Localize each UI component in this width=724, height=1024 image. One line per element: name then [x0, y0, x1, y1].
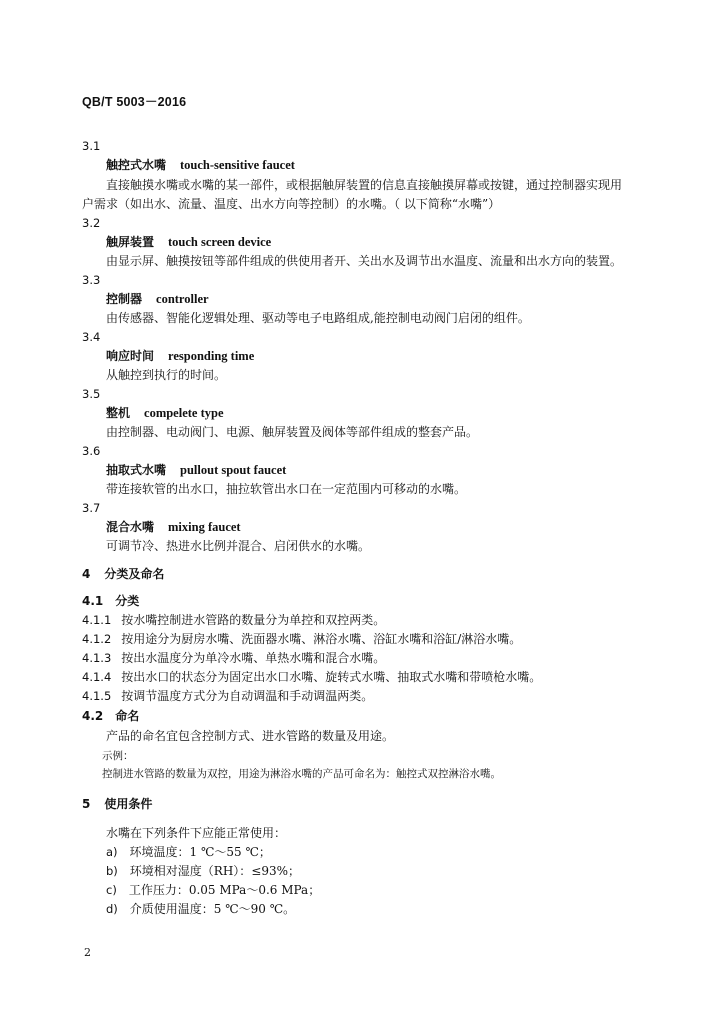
list-label: a): [106, 845, 118, 859]
term-heading: [106, 462, 286, 478]
chapter-heading: [82, 796, 152, 812]
subsection-heading: [82, 708, 139, 724]
term-heading: [106, 519, 241, 535]
term-zh: 响应时间: [106, 349, 155, 363]
chapter-heading: [82, 566, 164, 582]
term-heading: [106, 234, 271, 250]
term-zh: 控制器: [106, 292, 143, 306]
term-zh: 触屏装置: [106, 235, 155, 249]
subsection-title: 分类: [115, 594, 140, 608]
naming-rule-text: 产品的命名宜包含控制方式、进水管路的数量及用途。: [106, 729, 395, 743]
chapter-title: 使用条件: [104, 797, 153, 811]
term-en: mixing faucet: [168, 520, 241, 534]
term-zh: 触控式水嘴: [106, 158, 167, 172]
term-heading: [106, 405, 224, 421]
condition-item: [106, 844, 271, 860]
term-definition: 直接触摸水嘴或水嘴的某一部件，或根据触屏装置的信息直接触摸屏幕或按键，通过控制器实现用: [106, 178, 623, 192]
term-zh: 抽取式水嘴: [106, 463, 167, 477]
condition-text: 工作压力：0.05 MPa～0.6 MPa；: [128, 883, 321, 897]
clause-number: 4.1.2: [82, 632, 112, 646]
subsection-number: 4.2: [82, 709, 104, 723]
condition-text: 环境温度：1 ℃～55 ℃；: [129, 845, 271, 859]
clause-text: 按用途分为厨房水嘴、洗面器水嘴、淋浴水嘴、浴缸水嘴和浴缸/淋浴水嘴。: [121, 632, 522, 646]
clause-item: [82, 612, 385, 628]
clause-text: 按水嘴控制进水管路的数量分为单控和双控两类。: [121, 613, 386, 627]
term-en: touch screen device: [168, 235, 272, 249]
clause-item: [82, 688, 373, 704]
term-definition: 从触控到执行的时间。: [106, 368, 227, 382]
condition-text: 环境相对湿度（RH）：≤93%；: [129, 864, 301, 878]
list-label: c): [106, 883, 117, 897]
clause-item: [82, 650, 385, 666]
subsection-number: 4.1: [82, 594, 104, 608]
term-definition-cont: 户需求（如出水、流量、温度、出水方向等控制）的水嘴。（ 以下简称“水嘴”）: [82, 197, 501, 211]
chapter-number: 5: [82, 797, 91, 811]
section-number: 3.4: [82, 330, 101, 344]
clause-number: 4.1.3: [82, 651, 112, 665]
section-number: 3.5: [82, 387, 101, 401]
list-label: b): [106, 864, 118, 878]
clause-number: 4.1.1: [82, 613, 112, 627]
section-number: 3.6: [82, 444, 101, 458]
example-label: 示例：: [102, 750, 134, 762]
clause-number: 4.1.4: [82, 670, 112, 684]
condition-item: [106, 882, 320, 898]
term-en: responding time: [168, 349, 255, 363]
term-en: pullout spout faucet: [180, 463, 287, 477]
term-definition: 由显示屏、触摸按钮等部件组成的供使用者开、关出水及调节出水温度、流量和出水方向的装置。: [106, 254, 623, 268]
section-number: 3.7: [82, 501, 101, 515]
list-label: d): [106, 902, 118, 916]
term-zh: 混合水嘴: [106, 520, 155, 534]
term-definition: 由传感器、智能化逻辑处理、驱动等电子电路组成,能控制电动阀门启闭的组件。: [106, 311, 530, 325]
standard-code-header: QB/T 5003－2016: [82, 95, 187, 109]
example-text: 控制进水管路的数量为双控，用途为淋浴水嘴的产品可命名为：触控式双控淋浴水嘴。: [102, 768, 501, 780]
term-heading: [106, 291, 209, 307]
section-number: 3.1: [82, 139, 101, 153]
clause-text: 按出水口的状态分为固定出水口水嘴、旋转式水嘴、抽取式水嘴和带喷枪水嘴。: [121, 670, 542, 684]
subsection-title: 命名: [115, 709, 140, 723]
term-heading: [106, 157, 295, 173]
conditions-intro: 水嘴在下列条件下应能正常使用：: [106, 826, 287, 840]
term-definition: 由控制器、电动阀门、电源、触屏装置及阀体等部件组成的整套产品。: [106, 425, 479, 439]
clause-item: [82, 669, 541, 685]
term-en: compelete type: [144, 406, 224, 420]
section-number: 3.2: [82, 216, 101, 230]
term-en: touch-sensitive faucet: [180, 158, 295, 172]
condition-item: [106, 863, 300, 879]
condition-text: 介质使用温度：5 ℃～90 ℃。: [129, 902, 296, 916]
page-number: 2: [84, 946, 91, 959]
section-number: 3.3: [82, 273, 101, 287]
term-heading: [106, 348, 254, 364]
term-definition: 可调节冷、热进水比例并混合、启闭供水的水嘴。: [106, 539, 371, 553]
chapter-number: 4: [82, 567, 91, 581]
term-definition: 带连接软管的出水口，抽拉软管出水口在一定范围内可移动的水嘴。: [106, 482, 467, 496]
clause-text: 按调节温度方式分为自动调温和手动调温两类。: [121, 689, 374, 703]
clause-item: [82, 631, 521, 647]
clause-text: 按出水温度分为单冷水嘴、单热水嘴和混合水嘴。: [121, 651, 386, 665]
condition-item: [106, 901, 295, 917]
term-zh: 整机: [106, 406, 131, 420]
term-en: controller: [156, 292, 209, 306]
clause-number: 4.1.5: [82, 689, 112, 703]
subsection-heading: [82, 593, 139, 609]
chapter-title: 分类及命名: [104, 567, 165, 581]
